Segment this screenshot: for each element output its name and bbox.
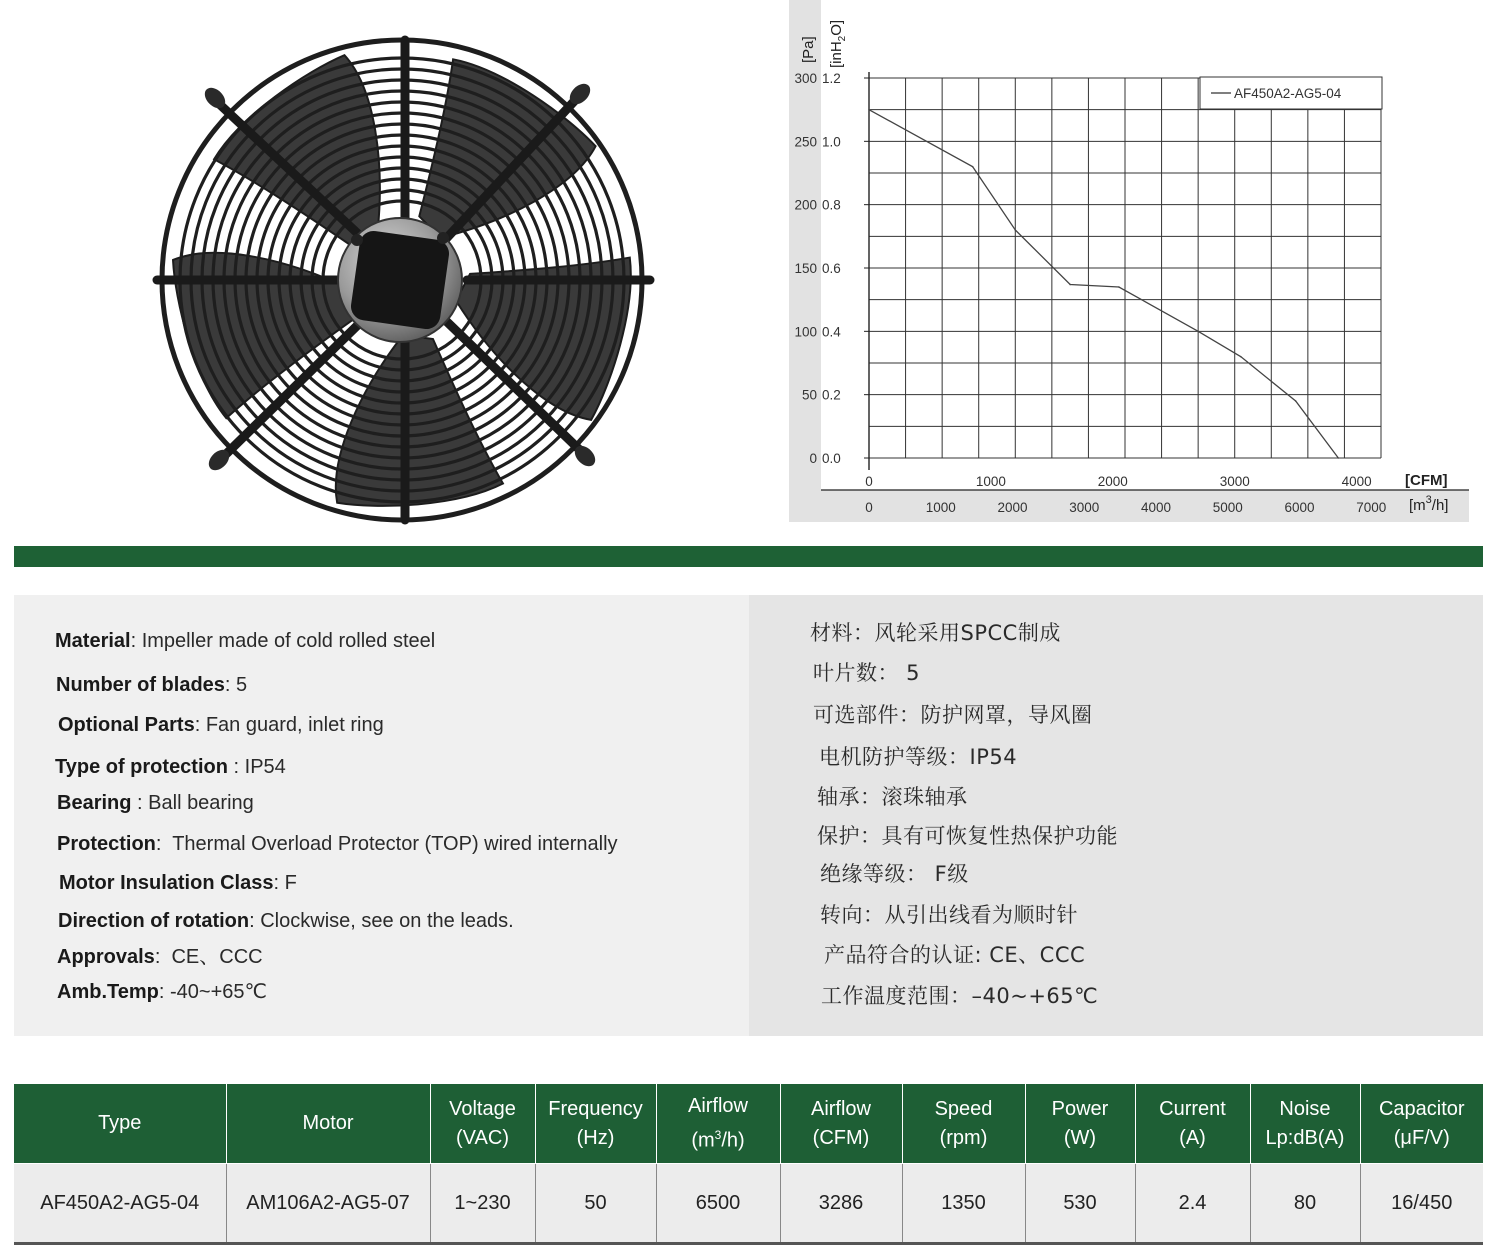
cfm-tick-label: 1000 <box>975 474 1006 489</box>
spec-item <box>57 980 267 1004</box>
chart-axes <box>821 72 1469 490</box>
cfm-unit-label: [CFM] <box>1405 472 1448 489</box>
svg-text:[inH2O]: [inH$_2$O] <box>828 19 848 68</box>
header-line: $(m^3/h)$ <box>691 1127 745 1152</box>
spec-separator: : <box>194 714 206 736</box>
inh2o-tick-label: 0.6 <box>822 261 841 276</box>
header-line: Lp:dB(A) <box>1265 1126 1345 1149</box>
m3h-tick-label: 2000 <box>997 500 1028 515</box>
section-divider-bar <box>14 546 1483 567</box>
spec-label: Approvals <box>57 946 155 968</box>
spec-value: Thermal Overload Protector (TOP) wired internally <box>172 833 618 855</box>
table-header-cell <box>902 1084 1025 1164</box>
spec-item <box>57 945 263 969</box>
table-cell: 1350 <box>902 1164 1025 1244</box>
chart-legend <box>1200 77 1382 109</box>
m3h-tick-label: 1000 <box>925 500 956 515</box>
performance-curve-chart <box>789 0 1469 525</box>
spec-item <box>55 629 435 653</box>
table-body <box>14 1164 1483 1244</box>
pa-tick-label: 150 <box>794 261 817 276</box>
spec-item <box>57 832 618 856</box>
header-line: Airflow <box>810 1097 871 1120</box>
spec-item-cn: 绝缘等级： F级 <box>820 862 969 886</box>
inh2o-tick-label: 0.0 <box>822 451 841 466</box>
header-line: Capacitor <box>1378 1097 1465 1120</box>
spec-item <box>58 909 514 933</box>
pa-tick-label: 200 <box>794 197 817 213</box>
series-point <box>1069 284 1071 286</box>
header-line: (VAC) <box>456 1126 509 1149</box>
series-point <box>1118 286 1120 288</box>
header-line: (rpm) <box>939 1126 988 1149</box>
spec-value: CE、CCC <box>171 946 263 968</box>
spec-value: Fan guard, inlet ring <box>205 714 384 736</box>
pa-tick-label: 100 <box>794 324 817 340</box>
spec-item-cn: 材料：风轮采用SPCC制成 <box>810 621 1061 645</box>
spec-item-cn: 可选部件：防护网罩，导风圈 <box>813 703 1093 727</box>
table-header-cell <box>1360 1084 1483 1164</box>
spec-item <box>55 755 286 779</box>
table-cell: 80 <box>1250 1164 1360 1244</box>
spec-separator: : <box>158 981 170 1003</box>
table-cell: 530 <box>1025 1164 1135 1244</box>
header-line: Frequency <box>548 1097 643 1120</box>
table-header-cell <box>1135 1084 1250 1164</box>
table-cell: AM106A2-AG5-07 <box>226 1164 430 1244</box>
header-line: Airflow <box>687 1094 748 1117</box>
pa-tick-label: 50 <box>801 387 817 403</box>
pa-unit-label: [Pa] <box>800 36 817 63</box>
inh2o-tick-label: 0.8 <box>822 197 841 213</box>
table-header-cell <box>535 1084 656 1164</box>
series-point <box>1014 229 1016 231</box>
spec-separator: : <box>249 910 261 932</box>
header-line: Speed <box>934 1097 993 1120</box>
spec-label: Motor Insulation Class <box>59 872 274 894</box>
series-point <box>1295 400 1297 402</box>
table-header-cell <box>14 1084 226 1164</box>
spec-label: Direction of rotation <box>58 910 250 932</box>
svg-text:[m3/h]: $[m^3/h]$ <box>1409 494 1449 514</box>
m3h-tick-label: 3000 <box>1069 500 1100 515</box>
spec-separator: : <box>224 674 237 696</box>
chart-grid <box>869 78 1381 458</box>
cfm-tick-label: 4000 <box>1341 474 1372 489</box>
spec-label: Material <box>55 630 131 652</box>
legend-label: AF450A2-AG5-04 <box>1234 86 1342 101</box>
header-line: Voltage <box>449 1097 516 1120</box>
spec-item-cn: 产品符合的认证: CE、CCC <box>824 943 1086 967</box>
spec-item-cn: 叶片数： 5 <box>813 661 921 685</box>
spec-label: Protection <box>57 833 156 855</box>
cfm-tick-label: 3000 <box>1219 474 1250 489</box>
spec-item-cn: 工作温度范围：–40~+65℃ <box>821 984 1099 1008</box>
spec-label: Optional Parts <box>58 714 195 736</box>
m3h-tick-label: 6000 <box>1284 500 1315 515</box>
spec-label: Amb.Temp <box>57 981 159 1003</box>
pa-tick-label: 0 <box>809 451 817 466</box>
spec-item <box>57 791 254 815</box>
m3h-tick-label: 7000 <box>1356 500 1387 515</box>
header-line: (CFM) <box>812 1126 870 1149</box>
spec-value: IP54 <box>244 756 286 778</box>
spec-label: Bearing <box>57 792 138 814</box>
inh2o-tick-label: 0.4 <box>822 324 841 340</box>
table-cell: 2.4 <box>1135 1164 1250 1244</box>
series-point <box>1197 331 1199 333</box>
cfm-tick-label: 2000 <box>1097 474 1128 489</box>
inh2o-tick-label: 0.2 <box>822 387 841 403</box>
series-point <box>1240 356 1242 358</box>
table-header-row <box>14 1084 1483 1164</box>
spec-value: Impeller made of cold rolled steel <box>141 630 436 652</box>
m3h-tick-label: 5000 <box>1212 500 1243 515</box>
inh2o-tick-label: 1.2 <box>822 71 841 86</box>
table-cell: 6500 <box>656 1164 780 1244</box>
cfm-tick-label: 0 <box>865 474 873 489</box>
table-header-cell <box>1025 1084 1135 1164</box>
chart-tick-labels <box>794 71 1386 515</box>
table-cell: 50 <box>535 1164 656 1244</box>
spec-value: -40~+65℃ <box>169 981 267 1003</box>
spec-item <box>59 871 297 895</box>
spec-value: 5 <box>236 674 248 696</box>
header-line: Power <box>1051 1097 1109 1120</box>
header-line: (A) <box>1179 1126 1206 1149</box>
spec-separator: : <box>154 946 172 968</box>
spec-separator: : <box>137 792 149 814</box>
axial-fan-product-image <box>150 30 660 530</box>
spec-item-cn: 保护：具有可恢复性热保护功能 <box>817 824 1118 848</box>
spec-separator: : <box>273 872 285 894</box>
spec-item-cn: 转向：从引出线看为顺时针 <box>820 903 1078 927</box>
spec-separator: : <box>233 756 245 778</box>
table-header-cell <box>656 1084 780 1164</box>
chart-series <box>868 109 1339 459</box>
pa-tick-label: 300 <box>794 71 817 86</box>
table-header-cell <box>226 1084 430 1164</box>
header-line: Type <box>98 1112 142 1134</box>
series-point <box>868 109 870 111</box>
table-header-cell <box>430 1084 535 1164</box>
spec-item <box>56 673 247 697</box>
series-point <box>1338 457 1340 459</box>
header-line: (W) <box>1063 1126 1097 1149</box>
table-header-cell <box>780 1084 902 1164</box>
series-line <box>869 110 1338 458</box>
spec-label: Number of blades <box>56 674 225 696</box>
spec-item-cn: 轴承：滚珠轴承 <box>817 785 968 809</box>
spec-separator: : <box>130 630 142 652</box>
spec-item <box>58 713 384 737</box>
table-cell: 16/450 <box>1360 1164 1483 1244</box>
m3h-tick-label: 4000 <box>1140 500 1172 515</box>
inh2o-tick-label: 1.0 <box>822 134 841 150</box>
m3h-tick-label: 0 <box>865 500 873 515</box>
series-point <box>972 166 974 168</box>
spec-value: Clockwise, see on the leads. <box>260 910 514 932</box>
spec-separator: : <box>155 833 173 855</box>
inh2o-unit-label <box>828 20 848 68</box>
spec-value: Ball bearing <box>148 792 254 814</box>
spec-label: Type of protection <box>55 756 234 778</box>
motor-hub <box>338 218 462 342</box>
header-line: Current <box>1159 1097 1226 1120</box>
specifications-english-panel <box>14 595 749 1036</box>
spec-item-cn: 电机防护等级：IP54 <box>819 745 1018 769</box>
pa-tick-label: 250 <box>794 134 817 150</box>
header-line: Noise <box>1279 1097 1331 1120</box>
fan-specification-table <box>14 1083 1483 1245</box>
table-row <box>14 1164 1483 1244</box>
header-line: (μF/V) <box>1393 1126 1450 1149</box>
header-line: (Hz) <box>576 1126 615 1149</box>
table-cell: AF450A2-AG5-04 <box>14 1164 226 1244</box>
header-line: Motor <box>302 1112 354 1134</box>
table-header-cell <box>1250 1084 1360 1164</box>
table-cell: 3286 <box>780 1164 902 1244</box>
spec-value: F <box>284 872 297 894</box>
specifications-chinese-panel <box>749 595 1483 1036</box>
table-cell: 1~230 <box>430 1164 535 1244</box>
